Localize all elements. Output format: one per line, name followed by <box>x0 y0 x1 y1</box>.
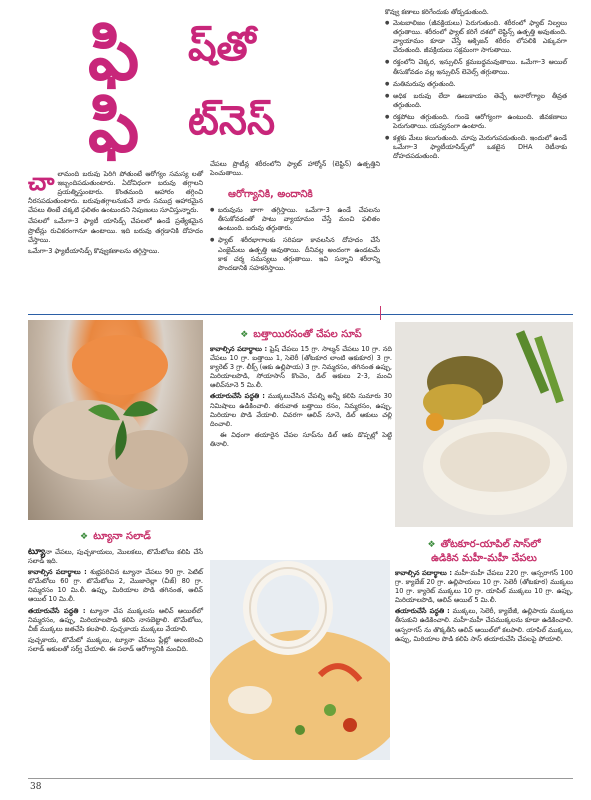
heading-ornament-icon: ❖ <box>240 330 249 340</box>
right-column-top <box>385 8 567 164</box>
mahi-method-text: ముక్కలు, సెలెరీ, క్యాబేజీ, ఉల్లిపాయ ముక్కలు తీసుకుని ఉడికించాలి. మహీ-మహీ చేపముక్కలను కూడా ఉడికించాలి. ఆస్పరాగస్ ను తొక్కతీసి ఆలివ్ ఆయిల్‌లో కలపాలి. యాపిల్ ముక్కలు, ఉప్పు, మిరియాల పొడి కలిపి సాస్ తయారుచేసి చేపలపై పోయాలి. <box>395 607 573 643</box>
title-big-glyph-1: ఫి <box>88 12 140 96</box>
mahi-mahi-photo <box>395 322 573 527</box>
mahi-section <box>395 532 573 646</box>
right-lead: కొవ్వు కణాలు కరిగేందుకు తోడ్పడుతుంది. <box>385 8 489 16</box>
mahi-method <box>395 607 573 643</box>
soup-title: బత్తాయిరసంతో చేపల సూప్ <box>253 329 362 340</box>
heading-ornament-icon: ❖ <box>80 532 89 542</box>
section-divider <box>28 314 573 315</box>
health-bullet-2: ● ఫ్యాట్ శరీరభాగాలకు సరిపడా కావలసిన దోహదం చేసే ఎంజైమ్‌లు ఉత్పత్తి అవుతాయి. దీనివల్ల అందంగా ఉండటమే కాక చర్మ సమస్యలు తగ్గుతాయి. ఇవి సన్నాని శరీరాన్ని పొందడానికి సహకరిస్తాయి. <box>210 236 380 272</box>
soup-ingredients-text: ఫ్రెష్ చేపలు 15 గ్రా. సాల్మన్ చేపలు 10 గ్రా. నది చేపలు 10 గ్రా. బత్తాయి 1, సెలెరీ (తోటకూర లాంటి ఆకుకూర) 3 గ్రా. క్యారెట్ 3 గ్రా. లీక్స్ (ఆకు ఉల్లిపాయ) 3 గ్రా. నిమ్మరసం, తగినంత ఉప్పు, మిరియాలపొడి, సోయాసాస్ కొంచెం, డిల్ ఆకులు 2-3, మంచి ఆలివ్‌నూనె 5 మి.లీ. <box>210 345 392 390</box>
tuna-ingredients-label: కావాల్సిన పదార్థాలు : <box>28 568 87 577</box>
soup-method-text: ముక్కలుచేసిన చేపల్ని అన్నీ కలిపి సుమారు 30 నిమిషాలు ఉడికించాలి. తరువాత బత్తాయి రసం, నిమ్మరసం, ఉప్పు, మిరియాల పొడి వేయాలి. చివరగా ఆలివ్ నూనె, డిల్ ఆకులు చల్లి దించాలి. <box>210 392 392 428</box>
tuna-salad-heading <box>28 524 203 544</box>
intro-paragraph-1 <box>28 170 203 215</box>
tuna-salad-method <box>28 607 203 634</box>
intro-text-1: లామంది బరువు పెరిగి పోతుంటే ఆరోగ్యం సమస్య లతో ఇబ్బందిపడుతుంటారు. ఏదోవిధంగా బరువు తగ్గాలని ప్రయత్నిస్తుంటారు. కొంతమంది ఆహారం తగ్గించి నీరసపడుతుంటారు. బరువుతగ్గాలనుకునే వారు సముద్ర ఆహారమైన చేపలు తింటే చక్కటి ఫలితం ఉంటుందని నిపుణులు సూచిస్తున్నారు. <box>28 170 203 215</box>
herb-2 <box>295 725 305 735</box>
fish-fillet-shade <box>440 432 550 492</box>
tuna-salad-dropcap: ట్యూ <box>28 547 46 557</box>
tuna-ingredients-text: శుభ్రపరిచిన ట్యూనా చేపలు 90 గ్రా. పెటిట్ టొమేటోలు 60 గ్రా. టొమేటోలు 2, మొజారెల్లా (చీజ్) 80 గ్రా. నిమ్మరసం 10 మి.లీ. ఉప్పు, మిరియాల పొడి తగినంత, ఆలివ్ ఆయిల్ 10 మి.లీ. <box>28 568 203 604</box>
mahi-method-label: తయారుచేసే పద్ధతి : <box>395 607 450 616</box>
tuna-salad-serve: పుచ్చకాయ, టొమేటో ముక్కలు, ట్యూనా చేపలు ప్లేట్లో అలంకరించి సలాడ్ ఆకులతో సర్వ్ చేయాలి. ఈ సలాడ్ ఆరోగ్యానికి మంచిది. <box>28 635 203 653</box>
health-bullet-1: ● బరువును బాగా తగ్గిస్తాయి. ఒమేగా-3 ఉండే చేపలను తీసుకోవడంతో పాటు వ్యాయామం చేస్తే మంచి ఫలితం ఉంటుంది. బరువు తగ్గుతారు. <box>210 206 380 233</box>
intro-column <box>28 170 203 258</box>
intro-dropcap: చా <box>28 168 55 196</box>
title-small-2: ట్‌నెస్ <box>188 98 276 144</box>
mahi-heading-line-1 <box>395 532 573 552</box>
mahi-ingredients-label: కావాల్సిన పదార్థాలు : <box>395 569 452 577</box>
soup-ingredients <box>210 345 392 390</box>
mahi-ingredients <box>395 569 573 605</box>
right-bullet-3: ● మతిమరుపు తగ్గుతుంది. <box>385 80 567 89</box>
mahi-ingredients-text: మహీ-మహీ చేపలు 220 గ్రా. ఆస్పరాగస్ 100 గ్రా. క్యాబేజ్ 20 గ్రా. ఉల్లిపాయలు 10 గ్రా. సెలెరీ (తోటకూర) ముక్కలు 10 గ్రా. క్యారెట్ ముక్కలు 10 గ్రా. యాపిల్ ముక్కలు 10 గ్రా. ఉప్పు, మిరియాలపొడి, ఆలివ్ ఆయిల్ 5 మి.లీ. <box>395 569 573 605</box>
intro-paragraph-3: ఒమేగా-3 ఫ్యాటీయాసిడ్స్ కొవ్వుకణాలను తగ్గిస్తాయి. <box>28 246 160 255</box>
tomato-bit <box>343 718 357 732</box>
title-small-1: ష్‌తో <box>188 24 256 70</box>
tuna-salad-ingredients <box>28 568 203 604</box>
herb <box>324 704 336 716</box>
tuna-salad-title: ట్యూనా సలాడ్ <box>93 531 151 542</box>
tuna-method-text: ట్యూనా చేప ముక్కలను ఆలివ్ ఆయిల్‌లో నిమ్మరసం, ఉప్పు, మిరియాలపొడి కలిపి నానబెట్టాలి. టొమేటోలు, చీజ్ ముక్కలు జతచేసి కలపాలి. పుచ్చకాయ ముక్కలు వేయాలి. <box>28 606 203 633</box>
tuna-method-label: తయారుచేసే పద్ధతి : <box>28 606 86 615</box>
tuna-salad-intro-text: నా చేపలు, పుచ్చకాయలు, మొలకలు, టొమేటోలు కలిపి చేసే సలాడ్ ఇది. <box>28 548 203 566</box>
intro-paragraph-2: చేపలలో ఒమేగా-3 ఫ్యాటీ యాసిడ్స్ చేపలలో ఉండే ప్రత్యేకమైన ప్రొటీన్లు రుచికరంగానూ ఉంటాయి. ఇది బరువు తగ్గడానికి దోహదం చేస్తాయి. <box>28 217 203 244</box>
soup-note: ఈ విధంగా తయారైన చేపల సూప్‌ను డిల్ ఆకు డొప్పల్లో పెట్టి తినాలి. <box>210 430 392 448</box>
mahi-heading <box>395 532 573 566</box>
middle-column-top <box>210 160 380 276</box>
soup-heading <box>210 322 392 342</box>
salmon-slice <box>72 335 168 395</box>
title-big-glyph-2: ఫి <box>88 84 140 168</box>
footer-rule <box>28 778 573 779</box>
right-bullet-1: ● మెటబాలిజం (జీవక్రియలు) పెరుగుతుంది. శరీరంలో ఫ్యాట్ నిల్వలు తగ్గుతాయి. శరీరంలో ఫ్యాట్ కరిగే దశలో లెప్టిన్స్ ఉత్పత్తి అవుతుంది. వ్యాయామం కూడా చేస్తే ఆక్సిజన్ శరీరం లోపలికి ఎక్కువగా చేరుతుంది. జీవక్రియలు సక్రమంగా సాగుతాయి. <box>385 19 567 55</box>
mahi-title-1: తోటకూర-యాపిల్ సాస్‌లో <box>440 539 541 550</box>
right-bullet-5: ● రక్తపోటు తగ్గుతుంది. గుండె ఆరోగ్యంగా ఉంటుంది. జీవకణాలు పెరుగుతాయి. యవ్వనంగా ఉంటారు. <box>385 113 567 131</box>
page-number: 38 <box>30 782 42 792</box>
tuna-salad-intro <box>28 548 203 566</box>
soup-method-label: తయారుచేసే పద్ధతి : <box>210 392 265 401</box>
soup-photo <box>210 560 390 760</box>
right-bullet-4: ● అధిక బరువు లేదా ఊబకాయం తెచ్చే అనారోగ్యాల తీవ్రత తగ్గుతుంది. <box>385 92 567 110</box>
section-divider-accent <box>380 306 381 320</box>
soup-section <box>210 322 392 451</box>
health-heading: ఆరోగ్యానికి, అందానికి <box>228 189 313 201</box>
fish-chunk <box>228 686 272 714</box>
heading-ornament-icon: ❖ <box>427 540 436 550</box>
right-bullet-6: ● కళ్లకు మేలు కలుగుతుంది. చూపు మెరుగుపడుతుంది. ఇందులో ఉండే ఒమేగా-3 ఫ్యాటీయాసిడ్స్‌లో ఒకటైన DHA రెటీనాకు దోహదపడుతుంది. <box>385 134 567 161</box>
soup-ingredients-label: కావాల్సిన పదార్థాలు : <box>210 345 268 353</box>
tuna-salad-photo <box>28 320 203 520</box>
right-bullet-2: ● రక్తంలోని చెక్కర, ఇన్సులిన్ క్రమబద్ధమవుతాయి. ఒమేగా-3 ఆయిల్ తీసుకోవడం వల్ల ఇన్సులిన్ లెవెల్స్ తగ్గుతాయి. <box>385 58 567 76</box>
soup-method <box>210 392 392 428</box>
title-block <box>0 0 360 168</box>
garnish <box>426 413 444 431</box>
basil-leaf <box>123 401 158 417</box>
mahi-title-2: ఉడికిన మహీ-మహీ చేపలు <box>431 553 537 564</box>
tuna-salad-section <box>28 524 203 656</box>
intro-right-paragraph: చేపలు ప్రొటీన్ల శరీరంలోని ఫ్యాట్ హార్మోన్ (లెప్టిన్) ఉత్పత్తిని పెంచుతాయి. <box>210 160 380 178</box>
